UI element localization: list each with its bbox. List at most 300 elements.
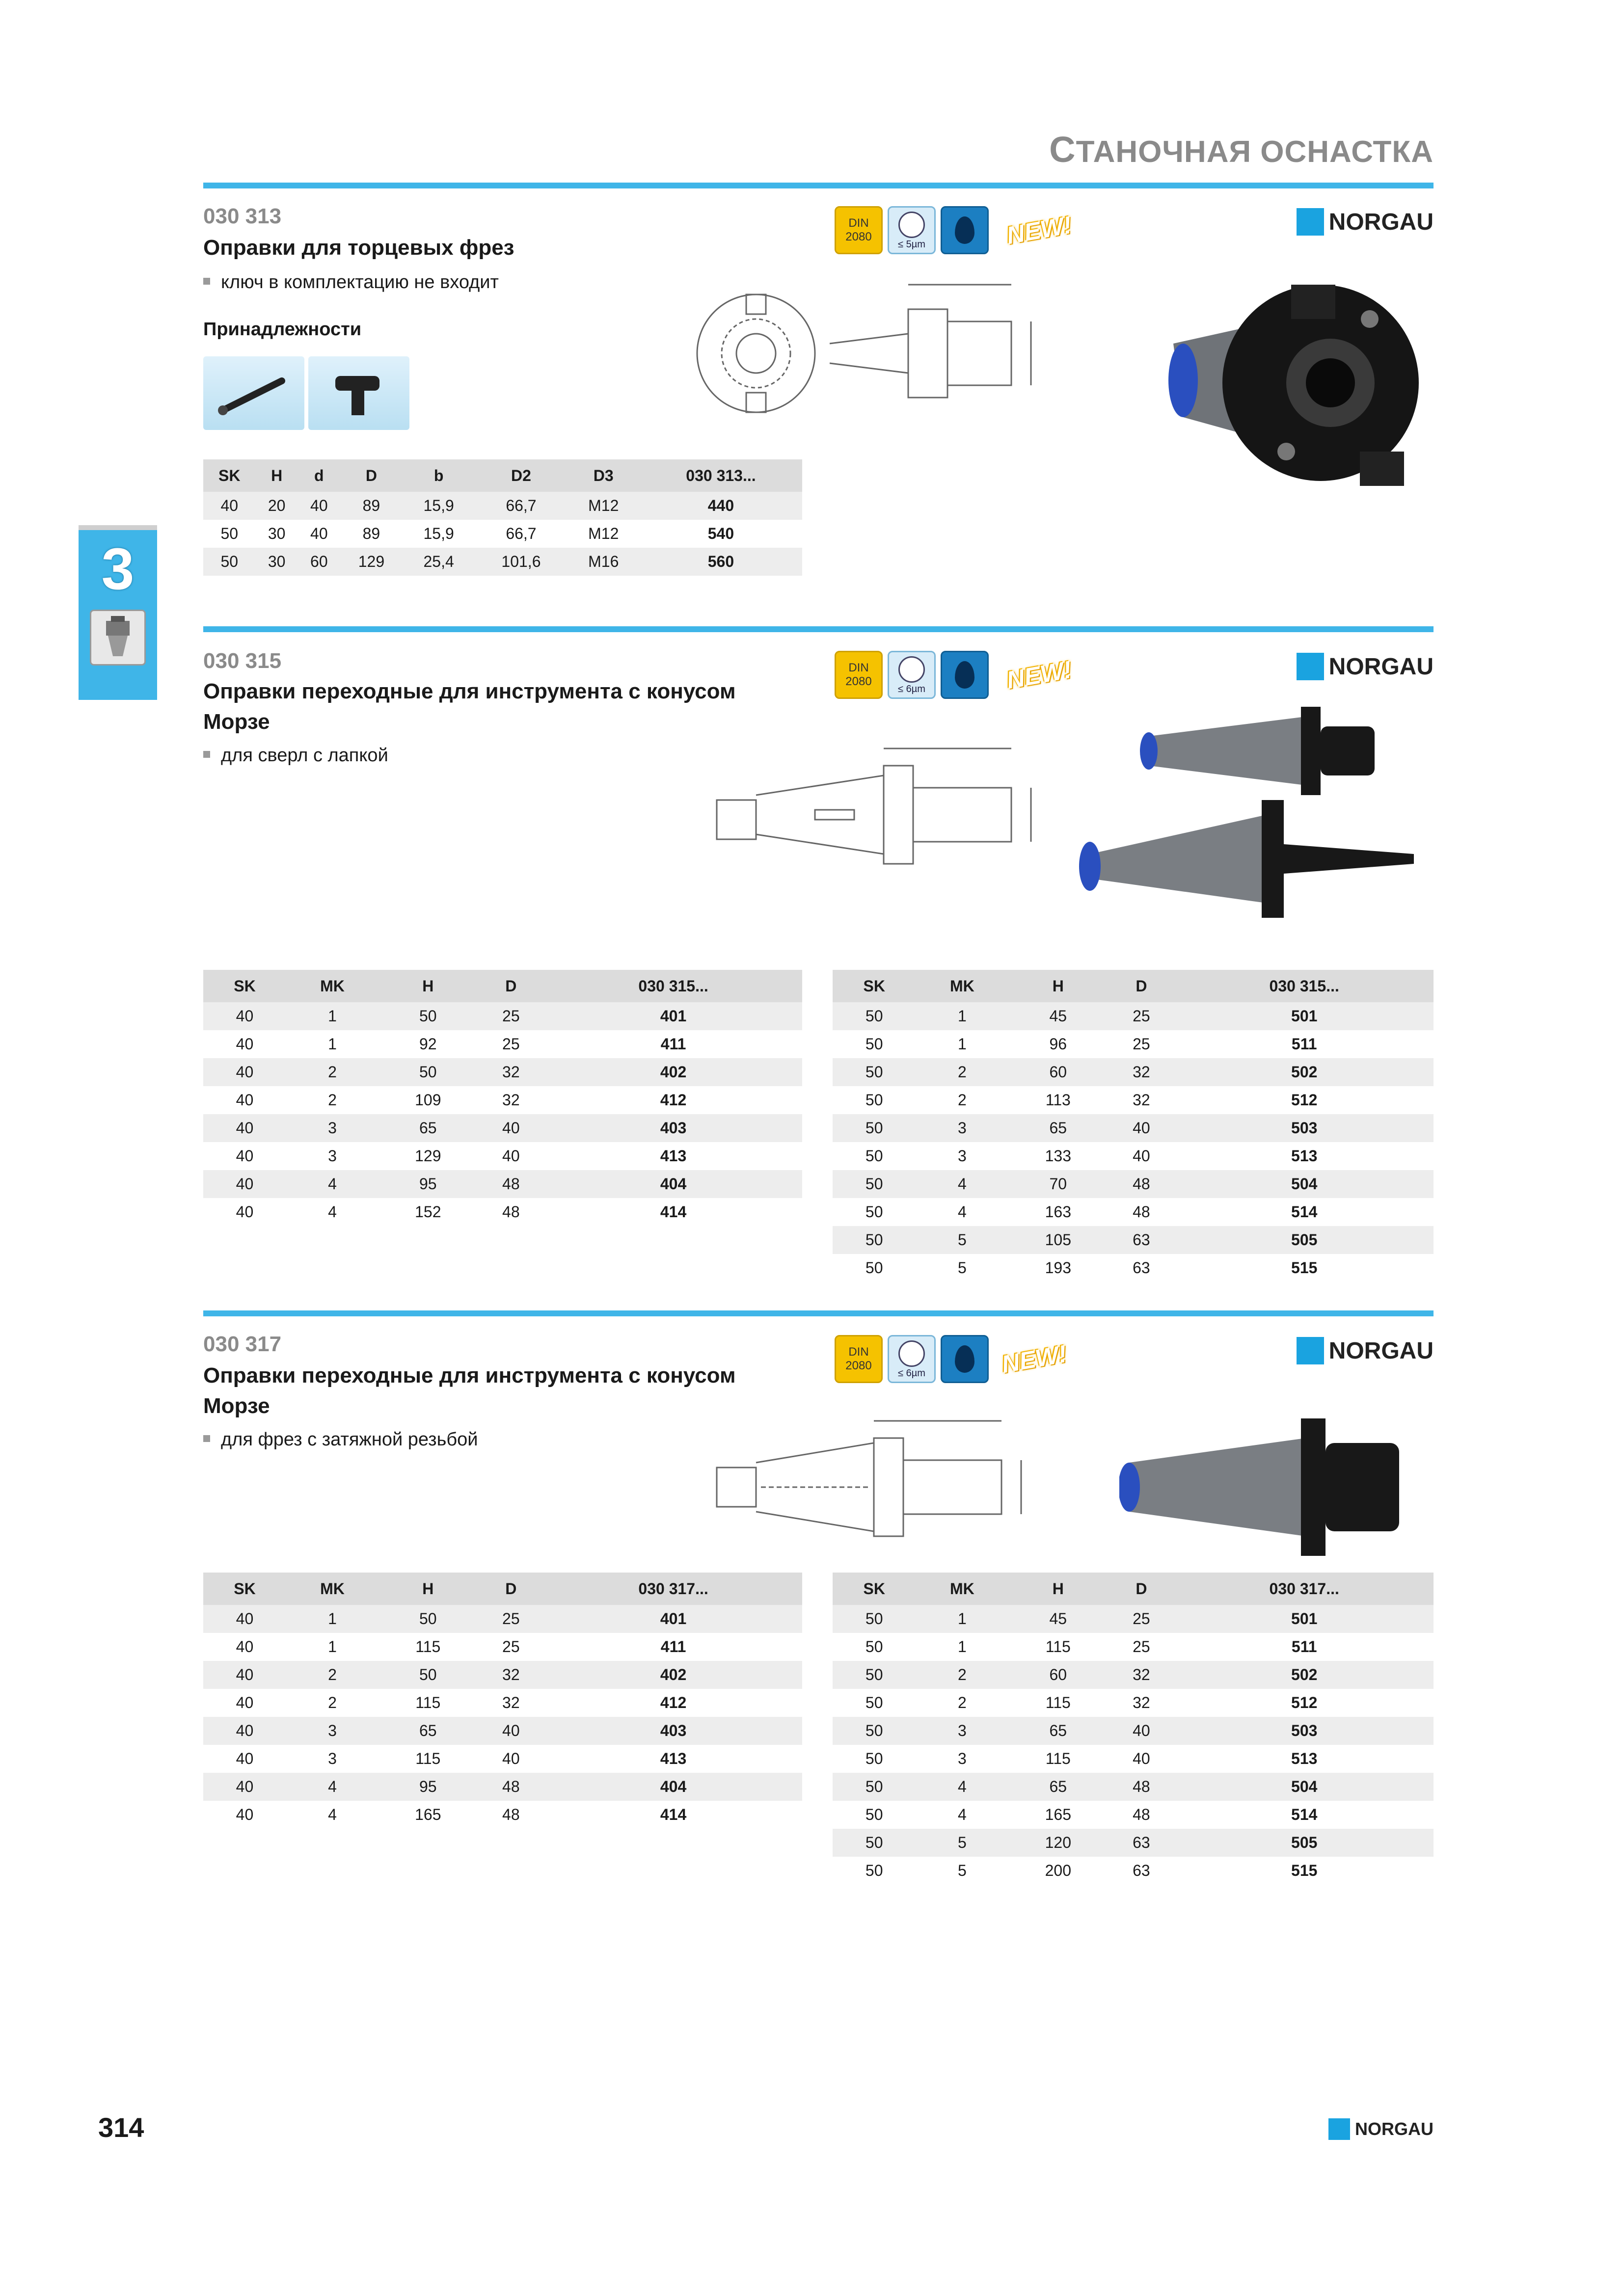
table-cell: 40 <box>203 1170 286 1198</box>
brand-logo: NORGAU <box>1297 208 1434 236</box>
table-row <box>203 1717 802 1745</box>
column-header: 030 315... <box>544 970 802 1002</box>
product-code: 030 317 <box>203 1332 282 1356</box>
drop-icon <box>955 1345 974 1373</box>
table-cell: 40 <box>203 492 256 520</box>
dial-gauge-icon <box>898 212 925 238</box>
table-cell: 32 <box>1108 1661 1175 1689</box>
table-cell: 48 <box>502 1203 520 1221</box>
bullet-icon <box>203 751 210 758</box>
article-cell: 402 <box>544 1661 802 1689</box>
article-cell: 501 <box>1175 1002 1434 1030</box>
din-badge: DIN 2080 <box>835 206 883 254</box>
table-row <box>203 1002 802 1030</box>
column-header: D2 <box>475 459 567 492</box>
table-row <box>203 1745 802 1773</box>
column-header: MK <box>286 970 379 1002</box>
drop-icon <box>955 661 974 689</box>
column-header: b <box>403 459 475 492</box>
technical-drawing-030317 <box>707 1414 1051 1561</box>
table-cell: 40 <box>203 1058 286 1086</box>
dial-gauge-icon <box>898 1340 925 1367</box>
table-cell: 2 <box>916 1058 1008 1086</box>
table-cell: 32 <box>477 1661 544 1689</box>
table-cell: 48 <box>477 1773 544 1801</box>
article-cell: 504 <box>1175 1773 1434 1801</box>
table-cell: 32 <box>502 1694 520 1711</box>
table-cell: 40 <box>236 1750 254 1767</box>
table-cell: 3 <box>328 1147 337 1165</box>
article-cell: 513 <box>1291 1750 1318 1767</box>
table-cell: 2 <box>286 1661 379 1689</box>
table-row <box>833 1745 1434 1773</box>
table-cell: M16 <box>568 548 640 576</box>
coolant-badge <box>941 651 989 699</box>
table-cell: 25 <box>502 1035 520 1053</box>
table-cell: 2 <box>916 1661 1008 1689</box>
table-cell: 1 <box>957 1638 967 1655</box>
table-cell: 40 <box>203 1773 286 1801</box>
table-cell: 115 <box>1045 1750 1071 1767</box>
table-row <box>203 1030 802 1058</box>
table-cell: 40 <box>236 1091 254 1109</box>
page-number: 314 <box>98 2112 144 2143</box>
table-row <box>833 1198 1434 1226</box>
table-row <box>833 1633 1434 1661</box>
article-cell: 404 <box>544 1170 802 1198</box>
table-cell: 40 <box>236 1203 254 1221</box>
article-cell: 401 <box>544 1002 802 1030</box>
table-cell: 193 <box>1045 1259 1071 1277</box>
column-header: D <box>1108 1573 1175 1605</box>
table-cell: 48 <box>1133 1203 1150 1221</box>
article-cell: 501 <box>1175 1605 1434 1633</box>
table-cell: 60 <box>1008 1058 1108 1086</box>
chapter-number: 3 <box>101 536 135 602</box>
table-cell: 50 <box>833 1170 916 1198</box>
article-cell: 412 <box>660 1091 687 1109</box>
technical-drawing-030313 <box>692 275 1085 432</box>
table-cell: 25 <box>1133 1035 1150 1053</box>
table-cell: 92 <box>419 1035 437 1053</box>
article-cell: 411 <box>660 1638 686 1655</box>
article-cell: 412 <box>660 1694 687 1711</box>
table-row <box>203 1605 802 1633</box>
table-cell: 32 <box>502 1091 520 1109</box>
coolant-badge <box>941 1335 989 1383</box>
table-cell: 1 <box>286 1002 379 1030</box>
wrench-icon <box>203 356 304 430</box>
column-header: D <box>477 1573 544 1605</box>
table-cell: 45 <box>1008 1605 1108 1633</box>
table-cell: 50 <box>865 1091 883 1109</box>
table-cell: 115 <box>415 1694 441 1711</box>
table-cell: 2 <box>328 1091 337 1109</box>
footer-brand-logo: NORGAU <box>1328 2118 1434 2140</box>
table-cell: 109 <box>415 1091 441 1109</box>
runout-badge: ≤ 6µm <box>888 651 936 699</box>
table-cell: 163 <box>1045 1203 1071 1221</box>
technical-drawing-030315 <box>707 741 1051 888</box>
table-cell: 50 <box>833 1114 916 1142</box>
table-cell: 40 <box>1133 1750 1150 1767</box>
table-header-row <box>833 1573 1434 1605</box>
spec-table-030315-sk50 <box>833 970 1434 1282</box>
article-cell: 515 <box>1291 1862 1318 1879</box>
table-cell: 40 <box>203 1114 286 1142</box>
table-cell: 95 <box>379 1773 477 1801</box>
article-cell: 503 <box>1175 1717 1434 1745</box>
table-cell: 63 <box>1133 1862 1150 1879</box>
table-cell: 50 <box>833 1717 916 1745</box>
accessory-key[interactable] <box>203 356 304 430</box>
table-row <box>203 1633 802 1661</box>
brand-square-icon <box>1297 208 1324 236</box>
table-cell: 89 <box>362 525 380 542</box>
column-header: MK <box>286 1573 379 1605</box>
table-cell: 40 <box>203 1717 286 1745</box>
column-header: SK <box>203 1573 286 1605</box>
table-row <box>833 1170 1434 1198</box>
table-cell: 2 <box>328 1694 337 1711</box>
table-cell: 15,9 <box>403 492 475 520</box>
table-cell: 2 <box>286 1058 379 1086</box>
table-cell: 65 <box>1008 1114 1108 1142</box>
table-cell: 2 <box>957 1694 967 1711</box>
table-cell: 113 <box>1045 1091 1071 1109</box>
article-cell: 414 <box>660 1203 687 1221</box>
table-row <box>833 1661 1434 1689</box>
accessories-label: Принадлежности <box>203 319 362 340</box>
table-cell: 40 <box>203 1605 286 1633</box>
column-header: H <box>379 1573 477 1605</box>
article-cell: 503 <box>1175 1114 1434 1142</box>
table-cell: 4 <box>328 1806 337 1823</box>
new-badge: NEW! <box>1000 1339 1069 1379</box>
table-row <box>833 1142 1434 1170</box>
table-cell: 40 <box>236 1035 254 1053</box>
article-cell: 403 <box>544 1717 802 1745</box>
column-header: MK <box>916 1573 1008 1605</box>
table-cell: 45 <box>1008 1002 1108 1030</box>
table-cell: 65 <box>379 1114 477 1142</box>
table-cell: 50 <box>865 1638 883 1655</box>
table-cell: 25 <box>502 1638 520 1655</box>
table-header-row <box>203 970 802 1002</box>
product-note: ключ в комплектацию не входит <box>203 272 499 293</box>
table-cell: 50 <box>865 1750 883 1767</box>
article-cell: 514 <box>1291 1203 1318 1221</box>
table-cell: 3 <box>286 1717 379 1745</box>
table-cell: 4 <box>286 1773 379 1801</box>
new-badge: NEW! <box>1004 655 1074 694</box>
table-cell: 50 <box>865 1203 883 1221</box>
table-cell: 1 <box>916 1002 1008 1030</box>
table-cell: 40 <box>298 492 340 520</box>
table-cell: 40 <box>236 1638 254 1655</box>
product-title: Оправки для торцевых фрез <box>203 236 514 260</box>
column-header: 030 317... <box>1175 1573 1434 1605</box>
column-header: 030 315... <box>1175 970 1434 1002</box>
table-cell: 200 <box>1045 1862 1071 1879</box>
table-cell: 120 <box>1008 1829 1108 1857</box>
brand-square-icon <box>1297 653 1324 680</box>
table-row <box>833 1002 1434 1030</box>
table-cell: 115 <box>415 1638 441 1655</box>
table-cell: 89 <box>340 492 403 520</box>
column-header: d <box>298 459 340 492</box>
spec-table-030313 <box>203 459 802 576</box>
table-row <box>203 1142 802 1170</box>
article-cell: 403 <box>544 1114 802 1142</box>
table-cell: 48 <box>1133 1806 1150 1823</box>
column-header: SK <box>203 459 256 492</box>
new-badge: NEW! <box>1004 211 1074 250</box>
table-cell: 115 <box>1045 1638 1071 1655</box>
table-cell: 50 <box>833 1605 916 1633</box>
article-cell: 540 <box>707 525 734 542</box>
table-cell: 48 <box>477 1170 544 1198</box>
article-cell: 504 <box>1175 1170 1434 1198</box>
table-cell: 50 <box>379 1661 477 1689</box>
table-cell: 32 <box>1108 1058 1175 1086</box>
table-cell: 105 <box>1008 1226 1108 1254</box>
column-header: H <box>1008 970 1108 1002</box>
table-cell: 30 <box>268 525 286 542</box>
bullet-icon <box>203 1435 210 1442</box>
table-cell: 5 <box>916 1226 1008 1254</box>
table-row <box>833 1801 1434 1829</box>
table-cell: 129 <box>415 1147 441 1165</box>
table-row <box>833 1773 1434 1801</box>
product-title: Оправки переходные для инструмента с конусом Морзе <box>203 679 736 734</box>
table-row <box>203 1661 802 1689</box>
table-header-row <box>833 970 1434 1002</box>
product-code: 030 313 <box>203 204 282 228</box>
table-cell: 4 <box>916 1773 1008 1801</box>
table-cell: 50 <box>379 1605 477 1633</box>
table-cell: 50 <box>865 1694 883 1711</box>
table-cell: 25 <box>1133 1638 1150 1655</box>
chapter-tab[interactable] <box>79 525 157 700</box>
product-photo-030315 <box>1070 707 1434 952</box>
table-cell: 1 <box>957 1035 967 1053</box>
table-row <box>833 1030 1434 1058</box>
table-row <box>833 1605 1434 1633</box>
article-cell: 402 <box>544 1058 802 1086</box>
table-row <box>203 1198 802 1226</box>
table-row <box>833 1226 1434 1254</box>
article-cell: 512 <box>1291 1091 1318 1109</box>
table-row <box>203 1086 802 1114</box>
table-cell: 50 <box>833 1226 916 1254</box>
article-cell: 414 <box>660 1806 687 1823</box>
table-cell: 66,7 <box>506 525 537 542</box>
table-row <box>203 1058 802 1086</box>
table-row <box>203 492 802 520</box>
table-cell: 5 <box>957 1259 967 1277</box>
table-cell: 1 <box>328 1035 337 1053</box>
table-cell: 40 <box>236 1147 254 1165</box>
table-cell: 65 <box>1008 1717 1108 1745</box>
column-header: SK <box>833 1573 916 1605</box>
table-cell: 48 <box>1108 1170 1175 1198</box>
table-row <box>833 1114 1434 1142</box>
table-cell: 1 <box>916 1605 1008 1633</box>
table-cell: 40 <box>502 1750 520 1767</box>
table-cell: 50 <box>833 1661 916 1689</box>
product-note: для сверл с лапкой <box>203 745 388 766</box>
article-cell: 502 <box>1175 1058 1434 1086</box>
article-cell: 440 <box>640 492 802 520</box>
column-header: D3 <box>568 459 640 492</box>
table-cell: 3 <box>957 1750 967 1767</box>
article-cell: 513 <box>1291 1147 1318 1165</box>
table-cell: 2 <box>957 1091 967 1109</box>
table-cell: 65 <box>379 1717 477 1745</box>
table-row <box>203 1170 802 1198</box>
table-cell: 40 <box>310 525 328 542</box>
table-cell: 95 <box>379 1170 477 1198</box>
column-header: D <box>477 970 544 1002</box>
table-cell: 40 <box>1108 1114 1175 1142</box>
table-cell: 50 <box>865 1862 883 1879</box>
table-row <box>203 520 802 548</box>
table-cell: 65 <box>1008 1773 1108 1801</box>
runout-badge: ≤ 5µm <box>888 206 936 254</box>
product-photo-030313 <box>1154 255 1419 510</box>
table-cell: 50 <box>865 1806 883 1823</box>
section-rule <box>203 626 1434 632</box>
table-row <box>203 1114 802 1142</box>
page-header-title: СТАНОЧНАЯ ОСНАСТКА <box>1049 129 1434 170</box>
table-cell: 63 <box>1133 1259 1150 1277</box>
table-row <box>833 1254 1434 1282</box>
table-cell: 1 <box>328 1638 337 1655</box>
table-cell: 70 <box>1008 1170 1108 1198</box>
spec-table-030315-sk40 <box>203 970 802 1226</box>
article-cell: 505 <box>1175 1226 1434 1254</box>
table-cell: 50 <box>203 548 256 576</box>
table-cell: 101,6 <box>475 548 567 576</box>
product-note: для фрез с затяжной резьбой <box>203 1429 478 1450</box>
article-cell: 505 <box>1175 1829 1434 1857</box>
table-cell: 40 <box>502 1147 520 1165</box>
table-cell: 60 <box>1008 1661 1108 1689</box>
table-cell: 3 <box>957 1147 967 1165</box>
table-row <box>833 1086 1434 1114</box>
column-header: SK <box>833 970 916 1002</box>
drop-icon <box>955 216 974 244</box>
table-cell: 50 <box>865 1147 883 1165</box>
table-row <box>833 1689 1434 1717</box>
table-cell: 4 <box>916 1170 1008 1198</box>
table-cell: 40 <box>1108 1717 1175 1745</box>
table-cell: 63 <box>1108 1226 1175 1254</box>
table-cell: 4 <box>328 1203 337 1221</box>
table-cell: 133 <box>1045 1147 1071 1165</box>
table-cell: 165 <box>1045 1806 1071 1823</box>
table-cell: 40 <box>1133 1147 1150 1165</box>
table-header-row <box>203 1573 802 1605</box>
table-cell: 50 <box>379 1002 477 1030</box>
article-cell: 514 <box>1291 1806 1318 1823</box>
table-cell: 152 <box>415 1203 441 1221</box>
article-cell: 411 <box>660 1035 686 1053</box>
column-header: 030 313... <box>640 459 802 492</box>
article-cell: 404 <box>544 1773 802 1801</box>
din-badge: DIN 2080 <box>835 1335 883 1383</box>
brand-logo: NORGAU <box>1297 1337 1434 1364</box>
table-cell: 25 <box>1108 1002 1175 1030</box>
accessory-t-handle[interactable] <box>308 356 409 430</box>
table-cell: 129 <box>340 548 403 576</box>
table-cell: 60 <box>298 548 340 576</box>
table-cell: 25,4 <box>403 548 475 576</box>
coolant-badge <box>941 206 989 254</box>
table-cell: 50 <box>833 1773 916 1801</box>
table-cell: 48 <box>1108 1773 1175 1801</box>
table-cell: 40 <box>203 1002 286 1030</box>
table-cell: 50 <box>220 525 239 542</box>
article-cell: 512 <box>1291 1694 1318 1711</box>
table-cell: 25 <box>477 1002 544 1030</box>
table-cell: 115 <box>415 1750 441 1767</box>
table-cell: 40 <box>477 1717 544 1745</box>
table-cell: M12 <box>588 525 619 542</box>
table-cell: 32 <box>477 1058 544 1086</box>
table-row <box>203 548 802 576</box>
table-cell: 32 <box>1133 1091 1150 1109</box>
article-cell: 502 <box>1175 1661 1434 1689</box>
table-cell: 96 <box>1049 1035 1067 1053</box>
table-cell: 165 <box>415 1806 441 1823</box>
table-cell: 63 <box>1108 1829 1175 1857</box>
column-header: SK <box>203 970 286 1002</box>
table-cell: 50 <box>833 1829 916 1857</box>
table-cell: 1 <box>286 1605 379 1633</box>
table-cell: 50 <box>379 1058 477 1086</box>
table-cell: 50 <box>833 1058 916 1086</box>
table-header-row <box>203 459 802 492</box>
spec-table-030317-sk40 <box>203 1573 802 1829</box>
table-row <box>833 1717 1434 1745</box>
table-cell: 115 <box>1045 1694 1071 1711</box>
table-cell: 50 <box>833 1002 916 1030</box>
table-row <box>203 1689 802 1717</box>
table-cell: 30 <box>256 548 298 576</box>
table-cell: 4 <box>957 1203 967 1221</box>
dial-gauge-icon <box>898 656 925 683</box>
table-cell: 50 <box>865 1035 883 1053</box>
brand-square-icon <box>1297 1337 1324 1364</box>
table-cell: 25 <box>477 1605 544 1633</box>
column-header: D <box>1108 970 1175 1002</box>
article-cell: 511 <box>1291 1035 1317 1053</box>
section-rule <box>203 1310 1434 1316</box>
chapter-tab-top <box>79 525 157 530</box>
table-cell: 3 <box>286 1114 379 1142</box>
table-cell: 32 <box>1133 1694 1150 1711</box>
table-cell: 50 <box>865 1259 883 1277</box>
article-cell: 413 <box>660 1750 687 1767</box>
table-cell: 40 <box>236 1694 254 1711</box>
column-header: H <box>256 459 298 492</box>
brand-logo: NORGAU <box>1297 653 1434 680</box>
table-cell: M12 <box>568 492 640 520</box>
table-cell: 48 <box>502 1806 520 1823</box>
table-row <box>833 1857 1434 1885</box>
